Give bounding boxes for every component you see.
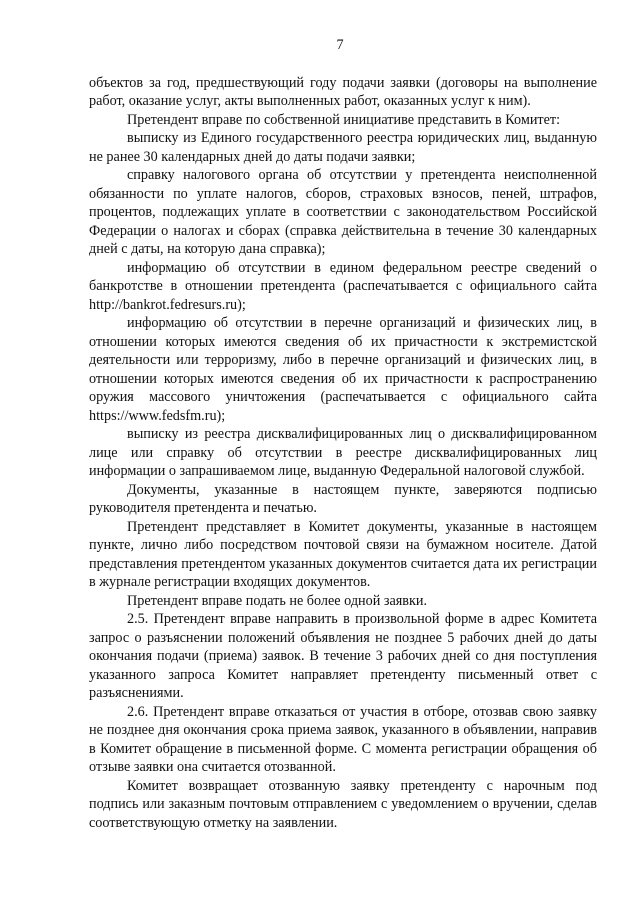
paragraph: Документы, указанные в настоящем пункте, заверяются подписью руководителя претендента и печатью. [89, 481, 597, 516]
paragraph: выписку из Единого государственного реестра юридических лиц, выданную не ранее 30 календарных дней до даты подачи заявки; [89, 130, 597, 165]
paragraph: справку налогового органа об отсутствии у претендента неисполненной обязанности по уплате налогов, сборов, страховых взносов, пеней, штрафов, процентов, подлежащих уплате в соответствии с законодательством Российской Федерации о налогах и сборах (справка действительна в течение 30 календарных дней с даты, на которую дана справка); [89, 167, 597, 257]
paragraph: 2.6. Претендент вправе отказаться от участия в отборе, отозвав свою заявку не позднее дня окончания срока приема заявок, указанного в объявлении, направив в Комитет обращение в письменной форме. С момента регистрации обращения об отзыве заявки она считается отозванной. [89, 703, 597, 775]
paragraph: информацию об отсутствии в едином федеральном реестре сведений о банкротстве в отношении претендента (распечатывается с официального сайта http://bankrot.fedresurs.ru); [89, 259, 597, 313]
paragraph: Комитет возвращает отозванную заявку претенденту с нарочным под подпись или заказным почтовым отправлением с уведомлением о вручении, сделав соответствующую отметку на заявлении. [89, 777, 597, 831]
paragraph: Претендент вправе подать не более одной заявки. [127, 592, 428, 609]
document-body [89, 74, 597, 833]
paragraph: информацию об отсутствии в перечне организаций и физических лиц, в отношении которых имеются сведения об их причастности к экстремистской деятельности или терроризму, либо в перечне организаций и физических лиц, в отношении которых имеются сведения об их причастности к распространению оружия массового уничтожения (распечатывается с официального сайта https://www.fedsfm.ru); [89, 315, 597, 424]
page-number: 7 [336, 37, 344, 53]
paragraph: Претендент вправе по собственной инициативе представить в Комитет: [127, 111, 561, 128]
paragraph: 2.5. Претендент вправе направить в произвольной форме в адрес Комитета запрос о разъяснении положений объявления не позднее 5 рабочих дней до даты окончания подачи (приема) заявок. В течение 3 рабочих дней со дня поступления указанного запроса Комитет направляет претенденту письменный ответ с разъяснениями. [89, 611, 597, 701]
paragraph: выписку из реестра дисквалифицированных лиц о дисквалифицированном лице или справку об отсутствии в реестре дисквалифицированных лиц информации о запрашиваемом лице, выданную Федеральной налоговой службой. [89, 426, 597, 479]
paragraph: Претендент представляет в Комитет документы, указанные в настоящем пункте, лично либо посредством почтовой связи на бумажном носителе. Датой представления претендентом указанных документов считается дата их регистрации в журнале регистрации входящих документов. [89, 518, 597, 590]
paragraph: объектов за год, предшествующий году подачи заявки (договоры на выполнение работ, оказание услуг, акты выполненных работ, оказанных услуг к ним). [89, 74, 597, 109]
